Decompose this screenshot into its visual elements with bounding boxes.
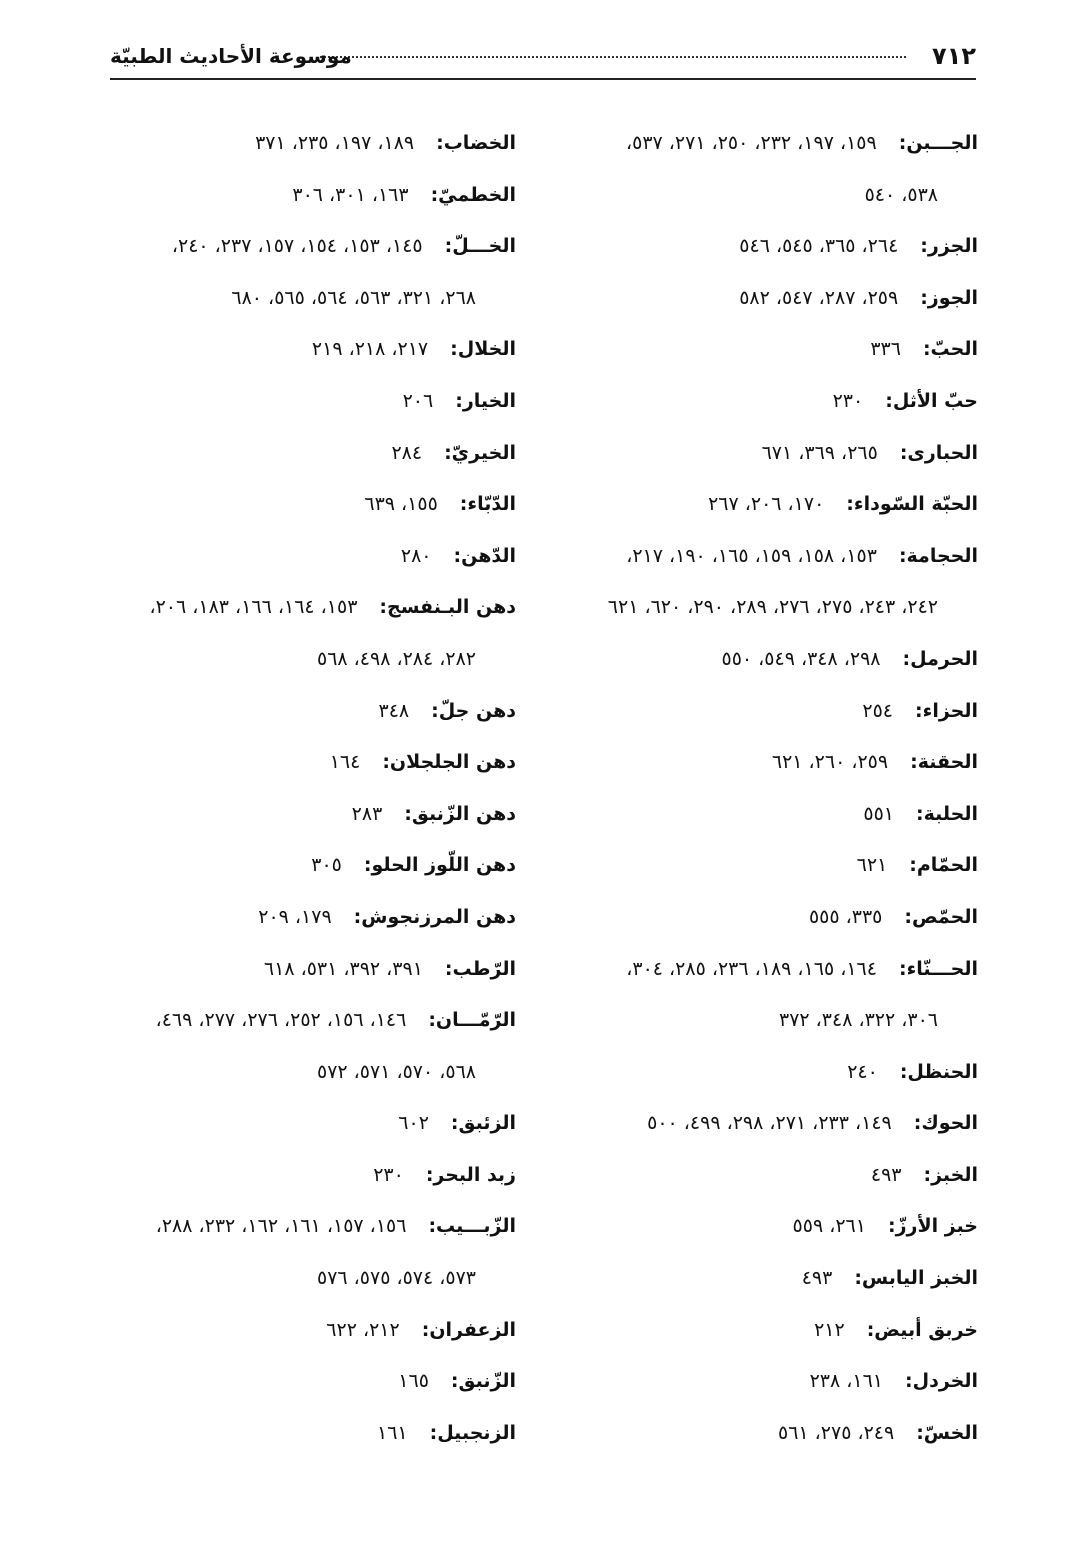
index-pages: ١٤٩، ٢٣٣، ٢٧١، ٢٩٨، ٤٩٩، ٥٠٠ xyxy=(647,1112,892,1135)
index-term: الدّهن: xyxy=(453,544,516,567)
index-entry-continuation xyxy=(548,995,978,1047)
index-entry xyxy=(86,1201,516,1253)
index-pages: ٢٤٢، ٢٤٣، ٢٧٥، ٢٧٦، ٢٨٩، ٢٩٠، ٦٢٠، ٦٢١ xyxy=(607,596,938,619)
dotted-leader xyxy=(320,56,906,58)
index-entry xyxy=(548,324,978,376)
index-pages: ٥٣٨، ٥٤٠ xyxy=(864,183,938,206)
index-term: الحجامة: xyxy=(898,544,978,567)
index-term: الحـــنّاء: xyxy=(898,957,978,980)
index-term: دهن جلّ: xyxy=(431,699,516,722)
index-term: الحزاء: xyxy=(915,699,978,722)
index-term: دهن الجلجلان: xyxy=(382,751,516,774)
index-pages: ٢٨٢، ٢٨٤، ٤٩٨، ٥٦٨ xyxy=(316,647,476,670)
index-term: الخبز اليابس: xyxy=(854,1267,978,1290)
index-entry xyxy=(548,1150,978,1202)
index-term: دهن البـنفسج: xyxy=(379,596,516,619)
index-term: زبد البحر: xyxy=(425,1163,516,1186)
index-entry xyxy=(86,582,516,634)
index-entry xyxy=(86,840,516,892)
index-term: الحبّ: xyxy=(922,338,978,361)
index-pages: ١٦٥ xyxy=(398,1370,429,1393)
index-entry xyxy=(86,118,516,170)
index-term: الرّمّـــان: xyxy=(428,1009,516,1032)
index-entry-continuation xyxy=(548,582,978,634)
index-entry-continuation xyxy=(86,273,516,325)
index-entry xyxy=(86,531,516,583)
index-pages: ٢٩٨، ٣٤٨، ٥٤٩، ٥٥٠ xyxy=(721,647,881,670)
index-entry xyxy=(548,686,978,738)
index-entry xyxy=(86,221,516,273)
index-pages: ١٦٣، ٣٠١، ٣٠٦ xyxy=(292,183,409,206)
index-entry xyxy=(86,686,516,738)
index-entry xyxy=(548,737,978,789)
index-entry xyxy=(548,221,978,273)
index-term: الحمّام: xyxy=(909,854,978,877)
index-entry xyxy=(86,324,516,376)
index-term: الزّنبق: xyxy=(450,1370,516,1393)
index-entry xyxy=(548,1201,978,1253)
index-pages: ٢٨٤ xyxy=(391,441,423,464)
index-pages: ١٧٠، ٢٠٦، ٢٦٧ xyxy=(708,493,825,516)
index-pages: ٢٨٠ xyxy=(400,544,432,567)
index-pages: ٢٣٠ xyxy=(832,389,864,412)
index-term: حبّ الأثل: xyxy=(885,389,978,412)
index-entry xyxy=(548,840,978,892)
index-term: خبز الأرزّ: xyxy=(887,1215,978,1238)
index-pages: ٣٤٨ xyxy=(378,699,410,722)
index-entry xyxy=(86,1408,516,1460)
index-term: الحرمل: xyxy=(902,647,978,670)
index-entry xyxy=(86,737,516,789)
index-pages: ٦٢١ xyxy=(856,854,888,877)
index-term: دهن المرزنجوش: xyxy=(353,905,516,928)
index-pages: ١٨٩، ١٩٧، ٢٣٥، ٣٧١ xyxy=(255,132,415,154)
index-pages: ٥٥١ xyxy=(863,802,895,825)
index-entry xyxy=(86,995,516,1047)
index-entry xyxy=(548,479,978,531)
index-pages: ١٤٥، ١٥٣، ١٥٤، ١٥٧، ٢٣٧، ٢٤٠، xyxy=(171,235,423,258)
index-pages: ١٦١ xyxy=(377,1421,408,1444)
index-pages: ١٥٩، ١٩٧، ٢٣٢، ٢٥٠، ٢٧١، ٥٣٧، xyxy=(625,132,877,154)
index-entry-continuation xyxy=(86,634,516,686)
index-pages: ١٦٤ xyxy=(329,751,361,774)
index-pages: ٤٩٣ xyxy=(870,1163,902,1186)
index-pages: ٥٧٣، ٥٧٤، ٥٧٥، ٥٧٦ xyxy=(316,1267,476,1290)
index-pages: ١٥٥، ٦٣٩ xyxy=(364,493,438,516)
index-pages: ٢٦٥، ٣٦٩، ٦٧١ xyxy=(761,441,878,464)
index-term: الجزر: xyxy=(920,235,978,258)
page-number: ٧١٢ xyxy=(932,42,976,70)
index-pages: ١٤٦، ١٥٦، ٢٥٢، ٢٧٦، ٢٧٧، ٤٦٩، xyxy=(155,1009,407,1032)
index-entry-continuation xyxy=(86,1047,516,1099)
index-term: الحلبة: xyxy=(916,802,978,825)
index-pages: ٢٠٦ xyxy=(402,389,434,412)
index-entry xyxy=(548,1356,978,1408)
index-term: خربق أبيض: xyxy=(866,1318,978,1341)
index-pages: ٣٣٥، ٥٥٥ xyxy=(808,905,883,928)
index-entry xyxy=(548,1253,978,1305)
index-term: الزعفران: xyxy=(421,1318,516,1341)
index-term: الحبّة السّوداء: xyxy=(846,493,978,516)
index-entry xyxy=(86,1098,516,1150)
index-term: الحبارى: xyxy=(899,441,978,464)
index-pages: ٣٣٦ xyxy=(870,338,901,361)
index-pages: ٣٩١، ٣٩٢، ٥٣١، ٦١٨ xyxy=(263,957,423,980)
index-pages: ٢١٧، ٢١٨، ٢١٩ xyxy=(311,338,429,361)
index-term: الزئبق: xyxy=(450,1112,516,1135)
index-pages: ٣٠٦، ٣٢٢، ٣٤٨، ٣٧٢ xyxy=(778,1009,938,1032)
index-pages: ١٧٩، ٢٠٩ xyxy=(258,905,332,928)
index-pages: ١٦٤، ١٦٥، ١٨٩، ٢٣٦، ٢٨٥، ٣٠٤، xyxy=(626,957,877,980)
index-entry xyxy=(86,944,516,996)
index-pages: ٢١٢ xyxy=(814,1318,845,1341)
index-entry xyxy=(86,1305,516,1357)
index-entry xyxy=(86,892,516,944)
index-entry xyxy=(86,789,516,841)
index-pages: ٢٣٠ xyxy=(373,1163,404,1186)
index-pages: ٢٥٩، ٢٨٧، ٥٤٧، ٥٨٢ xyxy=(739,286,899,309)
index-pages: ٥٦٨، ٥٧٠، ٥٧١، ٥٧٢ xyxy=(316,1060,476,1083)
index-term: الحوك: xyxy=(913,1112,978,1135)
index-entry xyxy=(548,1408,978,1460)
index-term: الخردل: xyxy=(905,1370,978,1393)
index-entry xyxy=(548,944,978,996)
index-entry xyxy=(548,1305,978,1357)
index-pages: ١٦١، ٢٣٨ xyxy=(809,1370,883,1393)
index-term: الخسّ: xyxy=(916,1421,978,1444)
index-entry xyxy=(548,118,978,170)
index-pages: ٢٦٨، ٣٢١، ٥٦٣، ٥٦٤، ٥٦٥، ٦٨٠ xyxy=(231,286,476,309)
index-term: الخـــلّ: xyxy=(444,235,516,258)
page-header xyxy=(110,38,976,80)
index-pages: ٢٤٩، ٢٧٥، ٥٦١ xyxy=(777,1421,895,1444)
index-term: دهن الزّنبق: xyxy=(404,802,516,825)
index-entry xyxy=(86,170,516,222)
index-entry xyxy=(548,1047,978,1099)
index-term: الجـــبن: xyxy=(898,132,978,154)
index-entry xyxy=(548,531,978,583)
index-pages: ٢٦٤، ٣٦٥، ٥٤٥، ٥٤٦ xyxy=(739,235,899,258)
index-entry xyxy=(548,376,978,428)
index-entry xyxy=(548,428,978,480)
index-pages: ٤٩٣ xyxy=(801,1267,833,1290)
index-pages: ١٥٦، ١٥٧، ١٦١، ١٦٢، ٢٣٢، ٢٨٨، xyxy=(155,1215,407,1238)
index-pages: ٢٨٣ xyxy=(351,802,383,825)
index-entry xyxy=(548,273,978,325)
index-column-left xyxy=(86,118,516,1459)
index-term: الخلال: xyxy=(450,338,516,361)
index-pages: ١٥٣، ١٥٨، ١٥٩، ١٦٥، ١٩٠، ٢١٧، xyxy=(626,544,877,567)
book-title: موسوعة الأحاديث الطبيّة xyxy=(110,44,352,68)
index-term: الخطميّ: xyxy=(430,183,516,206)
index-term: الخضاب: xyxy=(436,132,516,154)
index-pages: ٢٥٤ xyxy=(862,699,894,722)
index-column-right xyxy=(548,118,978,1459)
index-term: دهن اللّوز الحلو: xyxy=(363,854,516,877)
index-pages: ٢٥٩، ٢٦٠، ٦٢١ xyxy=(771,751,889,774)
index-term: الجوز: xyxy=(920,286,978,309)
index-entry xyxy=(86,479,516,531)
index-term: الخبز: xyxy=(923,1163,978,1186)
index-entry xyxy=(86,1356,516,1408)
index-entry xyxy=(548,634,978,686)
index-entry xyxy=(86,376,516,428)
index-term: الرّطب: xyxy=(444,957,516,980)
index-term: الزّبـــيب: xyxy=(428,1215,516,1238)
index-entry xyxy=(86,428,516,480)
index-entry xyxy=(548,1098,978,1150)
index-term: الخيريّ: xyxy=(444,441,516,464)
index-term: الحمّص: xyxy=(904,905,978,928)
index-pages: ٣٠٥ xyxy=(311,854,342,877)
index-entry xyxy=(86,1150,516,1202)
index-term: الدّبّاء: xyxy=(459,493,516,516)
index-entry-continuation xyxy=(86,1253,516,1305)
index-entry xyxy=(548,789,978,841)
index-entry xyxy=(548,892,978,944)
index-pages: ٢٦١، ٥٥٩ xyxy=(792,1215,866,1238)
index-pages: ٢٤٠ xyxy=(847,1060,878,1083)
index-term: الزنجبيل: xyxy=(429,1421,516,1444)
index-pages: ٢١٢، ٦٢٢ xyxy=(326,1318,400,1341)
index-term: الخيار: xyxy=(455,389,516,412)
index-term: الحنظل: xyxy=(899,1060,978,1083)
index-entry-continuation xyxy=(548,170,978,222)
index-term: الحقنة: xyxy=(910,751,978,774)
index-pages: ١٥٣، ١٦٤، ١٦٦، ١٨٣، ٢٠٦، xyxy=(149,596,358,619)
index-pages: ٦٠٢ xyxy=(398,1112,429,1135)
